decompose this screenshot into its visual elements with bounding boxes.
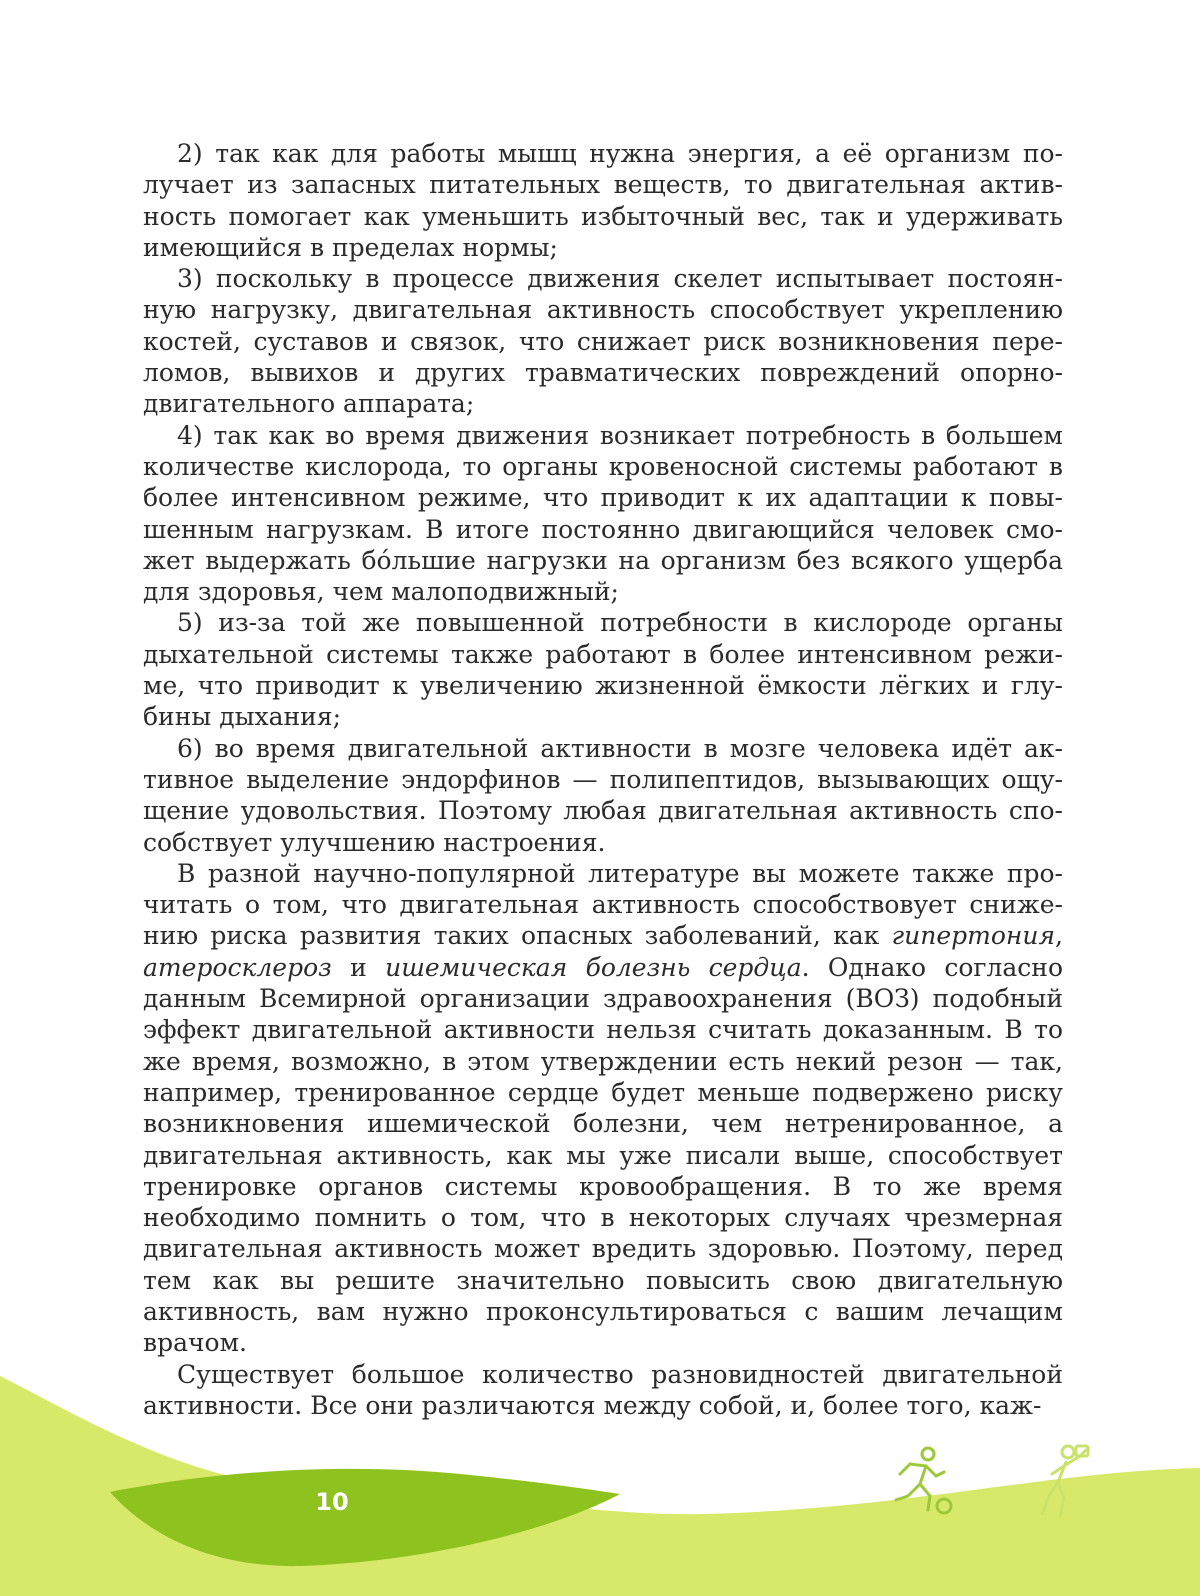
term-ischemic-heart-disease: ишемическая болезнь сердца bbox=[385, 952, 802, 982]
term-hypertension: гипертония bbox=[891, 921, 1056, 951]
page-number: 10 bbox=[315, 1488, 349, 1516]
text-run: В разной научно-популярной литературе вы можете также прочитать о том, что двигательная активность способствовует снижению риска развития таких опасных заболеваний, как bbox=[143, 858, 1063, 951]
list-item-4: 4) так как во время движения возникает потребность в большем количестве кислорода, то органы кровеносной системы работают в более интенсивном режиме, что приводит к их адаптации к повышенным нагрузкам. В итоге постоянно двигающийся человек сможет выдержать бóльшие нагрузки на организм без всякого ущерба для здоровья, чем малоподвижный; bbox=[143, 420, 1063, 607]
list-item-2: 2) так как для работы мышц нужна энергия, а её организм получает из запасных питательных веществ, то двигательная активность помогает как уменьшить избыточный вес, так и удерживать имеющийся в пределах нормы; bbox=[143, 139, 1063, 262]
term-atherosclerosis: атеросклероз bbox=[143, 952, 332, 982]
list-item-3: 3) поскольку в процессе движения скелет испытывает постоянную нагрузку, двигательная активность способствует укреплению костей, суставов и связок, что снижает риск возникновения переломов, вывихов и других травматических повреждений опорно-двигательного аппарата; bbox=[143, 264, 1063, 419]
paragraph-who-note bbox=[143, 858, 1063, 1359]
list-item-6: 6) во время двигательной активности в мозге человека идёт активное выделение эндорфинов — полипептидов, вызывающих ощущение удовольствия. Поэтому любая двигательная активность способствует улучшению настроения. bbox=[143, 733, 1063, 857]
list-item-5: 5) из-за той же повышенной потребности в кислороде органы дыхательной системы также работают в более интенсивном режиме, что приводит к увеличению жизненной ёмкости лёгких и глубины дыхания; bbox=[143, 608, 1063, 732]
paragraph-activity-types: Существует большое количество разновидностей двигательной активности. Все они различаются между собой, и, более того, каж- bbox=[143, 1359, 1063, 1420]
text-run: , bbox=[1055, 921, 1063, 951]
runner-with-ball-icon bbox=[880, 1446, 960, 1518]
text-run: и bbox=[331, 952, 386, 982]
hiker-icon bbox=[1028, 1442, 1098, 1520]
text-run: . Однако согласно данным Всемирной организации здравоохранения (ВОЗ) подобный эффект двигательной активности нельзя считать доказанным. В то же время, возможно, в этом утверждении есть некий резон — так, например, тренированное сердце будет меньше подвержено риску возникновения ишемической болезни, чем нетренированное, а двигательная активность, как мы уже писали выше, способствует тренировке органов системы кровообращения. В то же время необходимо помнить о том, что в некоторых случаях чрезмерная двигательная активность может вредить здоровью. Поэтому, перед тем как вы решите значительно повысить свою двигательную активность, вам нужно проконсультироваться с вашим лечащим врачом. bbox=[143, 952, 1063, 1358]
page-body bbox=[143, 138, 1063, 1421]
